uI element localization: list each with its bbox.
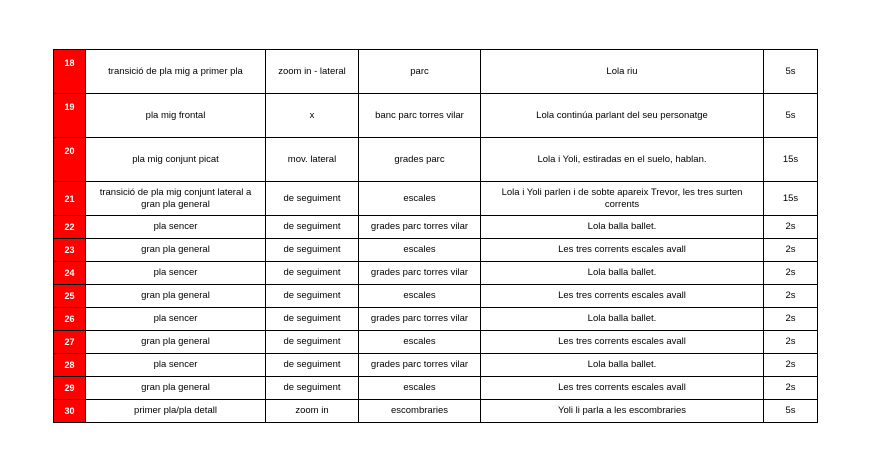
table-row (54, 182, 818, 216)
location: escales (359, 182, 481, 216)
action-description: Les tres corrents escales avall (481, 377, 764, 400)
camera-movement: de seguiment (266, 354, 359, 377)
table-row (54, 308, 818, 331)
action-description: Lola i Yoli, estiradas en el suelo, hablan. (481, 138, 764, 182)
table-row (54, 262, 818, 285)
table-row (54, 216, 818, 239)
shot-type: gran pla general (86, 239, 266, 262)
shot-list-table (53, 49, 818, 423)
camera-movement: mov. lateral (266, 138, 359, 182)
shot-number: 24 (54, 262, 86, 285)
camera-movement: zoom in (266, 400, 359, 423)
table-row (54, 138, 818, 182)
camera-movement: de seguiment (266, 182, 359, 216)
shot-number: 23 (54, 239, 86, 262)
shot-number: 18 (54, 50, 86, 94)
duration: 2s (764, 377, 818, 400)
shot-number: 26 (54, 308, 86, 331)
shot-type: transició de pla mig conjunt lateral a gran pla general (86, 182, 266, 216)
location: parc (359, 50, 481, 94)
location: grades parc torres vilar (359, 216, 481, 239)
shot-number: 27 (54, 331, 86, 354)
location: grades parc torres vilar (359, 262, 481, 285)
camera-movement: zoom in - lateral (266, 50, 359, 94)
action-description: Lola balla ballet. (481, 216, 764, 239)
table-row (54, 239, 818, 262)
shot-number: 19 (54, 94, 86, 138)
shot-type: pla sencer (86, 262, 266, 285)
shot-type: pla sencer (86, 308, 266, 331)
shot-type: pla sencer (86, 354, 266, 377)
table-row (54, 377, 818, 400)
location: escales (359, 239, 481, 262)
duration: 2s (764, 331, 818, 354)
shot-number: 21 (54, 182, 86, 216)
action-description: Yoli li parla a les escombraries (481, 400, 764, 423)
shot-number: 20 (54, 138, 86, 182)
location: banc parc torres vilar (359, 94, 481, 138)
action-description: Lola balla ballet. (481, 262, 764, 285)
table-row (54, 94, 818, 138)
camera-movement: de seguiment (266, 262, 359, 285)
duration: 5s (764, 94, 818, 138)
location: escombraries (359, 400, 481, 423)
table-row (54, 400, 818, 423)
shot-type: gran pla general (86, 377, 266, 400)
shot-number: 30 (54, 400, 86, 423)
shot-list-body (54, 50, 818, 423)
duration: 2s (764, 308, 818, 331)
camera-movement: de seguiment (266, 239, 359, 262)
table-row (54, 354, 818, 377)
location: grades parc (359, 138, 481, 182)
action-description: Lola continúa parlant del seu personatge (481, 94, 764, 138)
camera-movement: de seguiment (266, 377, 359, 400)
camera-movement: de seguiment (266, 216, 359, 239)
duration: 15s (764, 138, 818, 182)
action-description: Lola i Yoli parlen i de sobte apareix Trevor, les tres surten corrents (481, 182, 764, 216)
table-row (54, 331, 818, 354)
camera-movement: x (266, 94, 359, 138)
duration: 15s (764, 182, 818, 216)
shot-number: 28 (54, 354, 86, 377)
location: escales (359, 331, 481, 354)
duration: 2s (764, 239, 818, 262)
action-description: Lola riu (481, 50, 764, 94)
table-row (54, 285, 818, 308)
table-row (54, 50, 818, 94)
location: escales (359, 377, 481, 400)
shot-number: 29 (54, 377, 86, 400)
location: grades parc torres vilar (359, 308, 481, 331)
duration: 2s (764, 285, 818, 308)
action-description: Lola balla ballet. (481, 354, 764, 377)
shot-type: gran pla general (86, 331, 266, 354)
camera-movement: de seguiment (266, 285, 359, 308)
location: grades parc torres vilar (359, 354, 481, 377)
shot-type: gran pla general (86, 285, 266, 308)
location: escales (359, 285, 481, 308)
duration: 5s (764, 400, 818, 423)
shot-number: 25 (54, 285, 86, 308)
action-description: Lola balla ballet. (481, 308, 764, 331)
camera-movement: de seguiment (266, 308, 359, 331)
shot-type: primer pla/pla detall (86, 400, 266, 423)
camera-movement: de seguiment (266, 331, 359, 354)
duration: 2s (764, 262, 818, 285)
shot-type: pla mig frontal (86, 94, 266, 138)
action-description: Les tres corrents escales avall (481, 239, 764, 262)
duration: 5s (764, 50, 818, 94)
action-description: Les tres corrents escales avall (481, 331, 764, 354)
duration: 2s (764, 354, 818, 377)
shot-type: pla mig conjunt picat (86, 138, 266, 182)
action-description: Les tres corrents escales avall (481, 285, 764, 308)
duration: 2s (764, 216, 818, 239)
shot-type: pla sencer (86, 216, 266, 239)
shot-number: 22 (54, 216, 86, 239)
shot-type: transició de pla mig a primer pla (86, 50, 266, 94)
